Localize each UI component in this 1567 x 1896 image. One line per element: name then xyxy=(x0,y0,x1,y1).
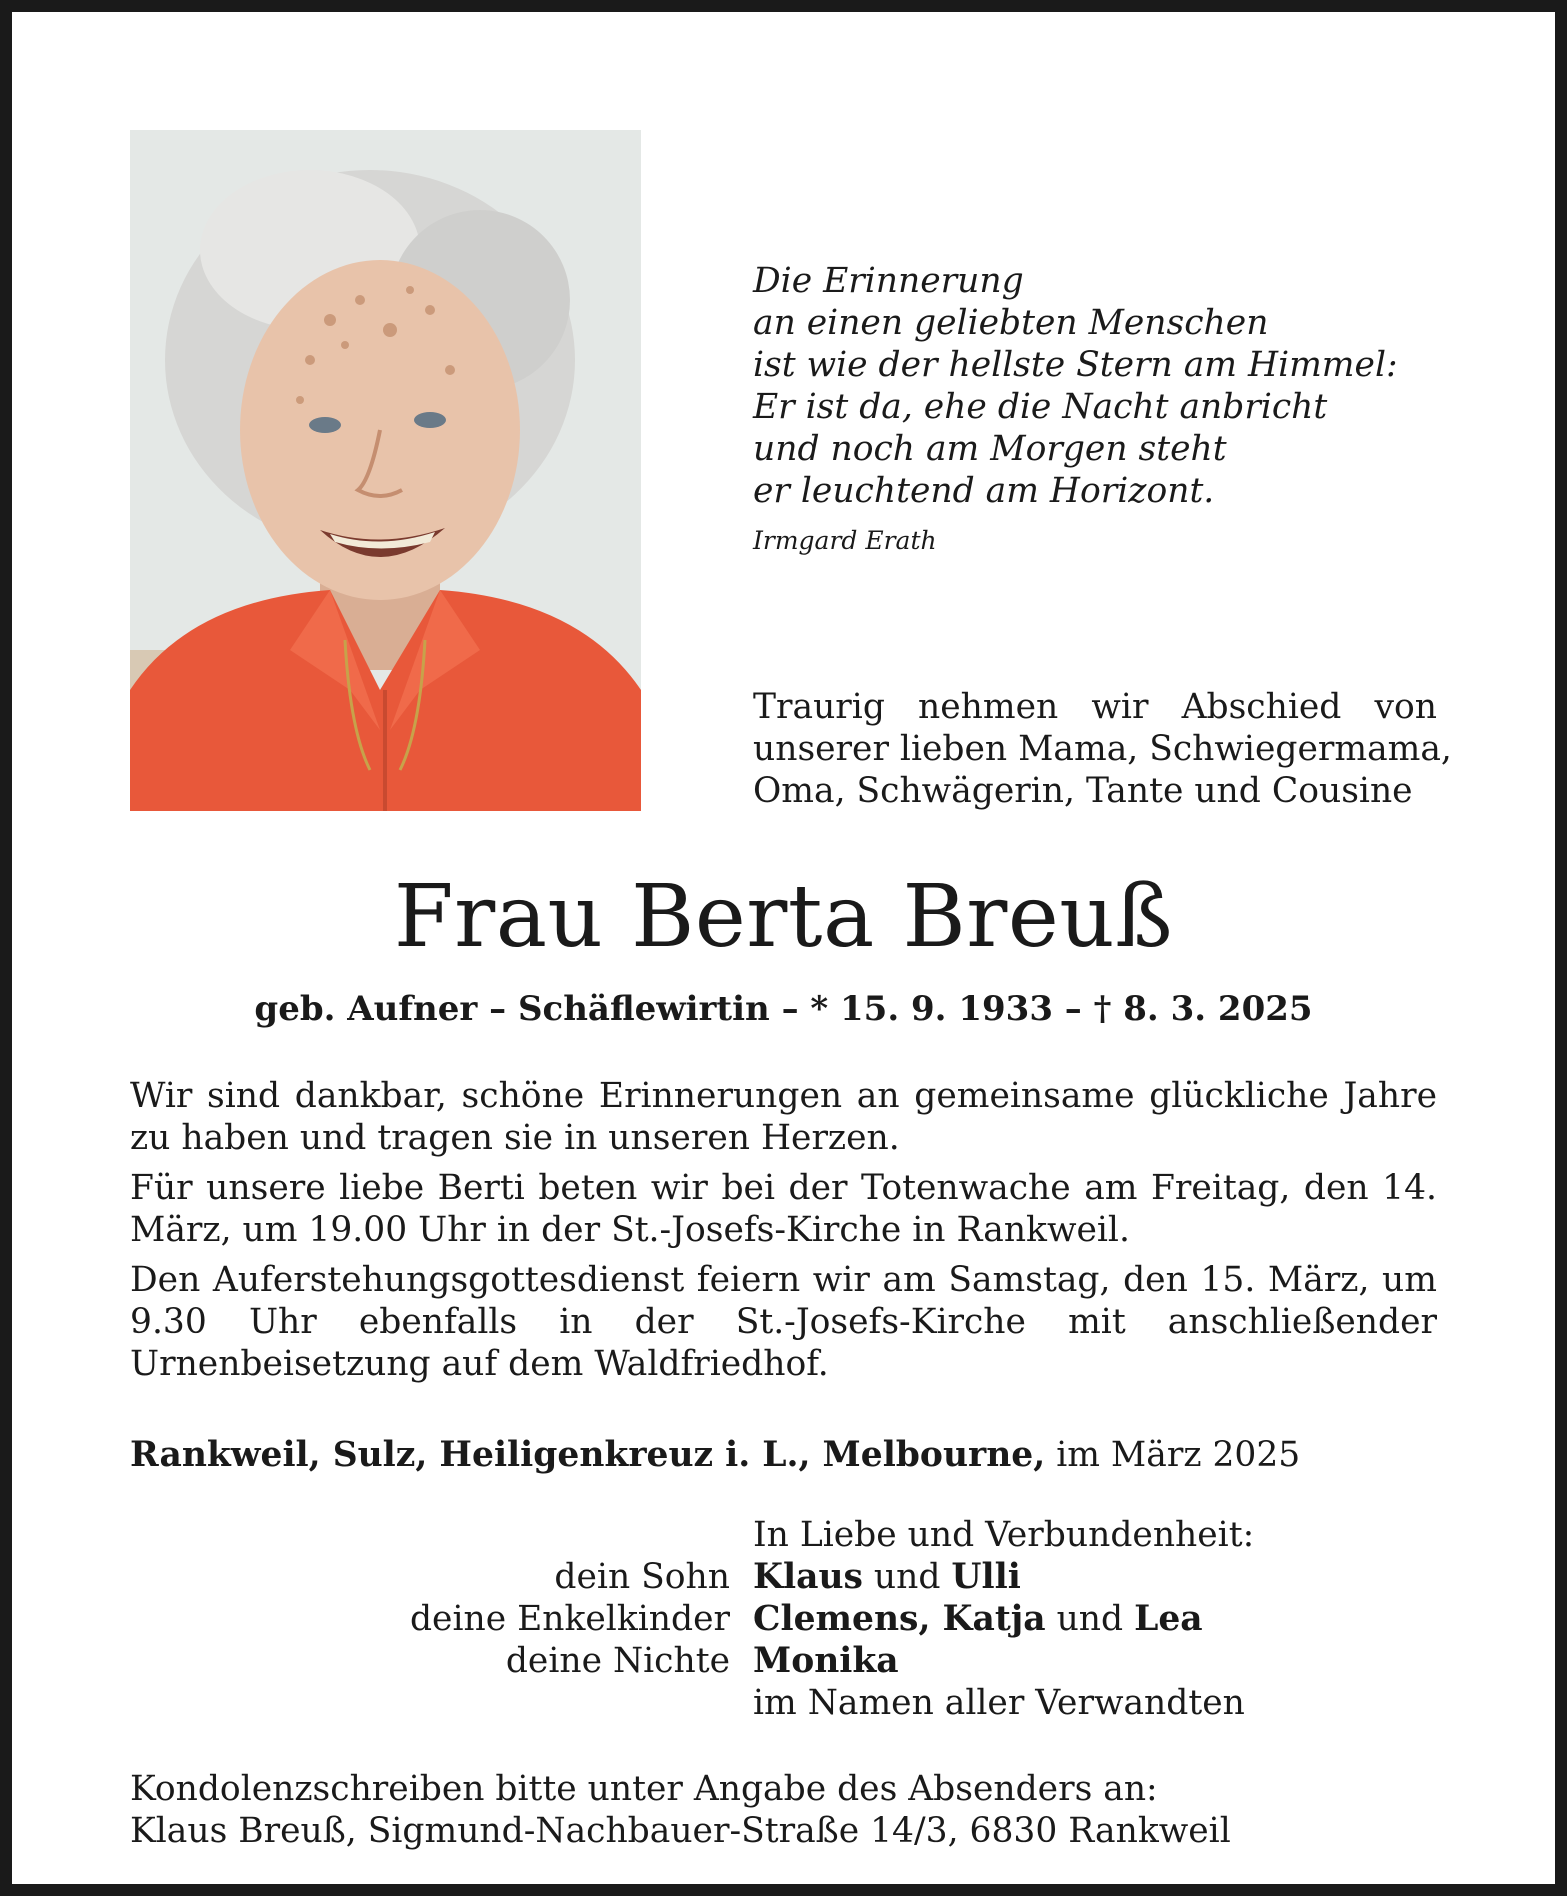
portrait-photo xyxy=(130,130,641,811)
obituary-paragraph: Für unsere liebe Berti beten wir bei der Totenwache am Freitag, den 14. März, um 19.00 Uhr in der St.-Josefs-Kirche in Rankweil. xyxy=(130,1168,1437,1250)
mourner-name: Ulli xyxy=(951,1557,1021,1597)
relation-names xyxy=(753,1598,1203,1640)
signature-closing: im Namen aller Verwandten xyxy=(753,1683,1245,1723)
mourners-signature xyxy=(130,1514,1437,1724)
obituary-text xyxy=(130,1075,1437,1393)
mourner-name: Lea xyxy=(1134,1599,1203,1639)
condolence-line: Kondolenzschreiben bitte unter Angabe des Absenders an: xyxy=(130,1769,1158,1809)
intro-line: Traurig nehmen wir Abschied von xyxy=(753,687,1437,727)
farewell-intro xyxy=(753,686,1452,812)
quote-line: Er ist da, ehe die Nacht anbricht xyxy=(753,387,1328,427)
mourner-name: Klaus xyxy=(753,1557,863,1597)
condolence-line: Klaus Breuß, Sigmund-Nachbauer-Straße 14/3, 6830 Rankweil xyxy=(130,1811,1231,1851)
quote-line: Die Erinnerung xyxy=(753,261,1024,301)
quote-line: ist wie der hellste Stern am Himmel: xyxy=(753,345,1398,385)
deceased-name: Frau Berta Breuß xyxy=(393,867,1174,967)
birth-death-details: geb. Aufner – Schäflewirtin – * 15. 9. 1933 – † 8. 3. 2025 xyxy=(254,989,1313,1029)
portrait-image xyxy=(130,130,641,811)
relation-label: deine Nichte xyxy=(505,1641,730,1681)
place-and-date xyxy=(130,1434,1437,1476)
date: im März 2025 xyxy=(1045,1435,1301,1475)
intro-line: Oma, Schwägerin, Tante und Cousine xyxy=(753,771,1413,811)
quote-line: er leuchtend am Horizont. xyxy=(753,471,1215,511)
intro-line: unserer lieben Mama, Schwiegermama, xyxy=(753,729,1452,769)
obituary-paragraph: Wir sind dankbar, schöne Erinnerungen an gemeinsame glückliche Jahre zu haben und tragen sie in unseren Herzen. xyxy=(130,1076,1437,1158)
memorial-quote xyxy=(753,260,1473,562)
quote-line: und noch am Morgen steht xyxy=(753,429,1227,469)
mourner-name: Monika xyxy=(753,1641,899,1681)
relation-label: deine Enkelkinder xyxy=(409,1599,730,1639)
conjunction: und xyxy=(1045,1599,1135,1639)
relation-names xyxy=(753,1556,1021,1598)
conjunction: und xyxy=(862,1557,952,1597)
places: Rankweil, Sulz, Heiligenkreuz i. L., Melbourne, xyxy=(130,1435,1046,1475)
relation-names xyxy=(753,1640,899,1682)
relation-label: dein Sohn xyxy=(554,1557,730,1597)
obituary-paragraph: Den Auferstehungsgottesdienst feiern wir am Samstag, den 15. März, um 9.30 Uhr ebenfalls in der St.-Josefs-Kirche mit anschließender Urnenbeisetzung auf dem Waldfriedhof. xyxy=(130,1260,1437,1384)
mourner-name: Clemens, Katja xyxy=(753,1599,1046,1639)
condolence-address xyxy=(130,1768,1437,1852)
signature-intro: In Liebe und Verbundenheit: xyxy=(753,1515,1255,1555)
quote-author: Irmgard Erath xyxy=(753,526,937,555)
quote-line: an einen geliebten Menschen xyxy=(753,303,1269,343)
